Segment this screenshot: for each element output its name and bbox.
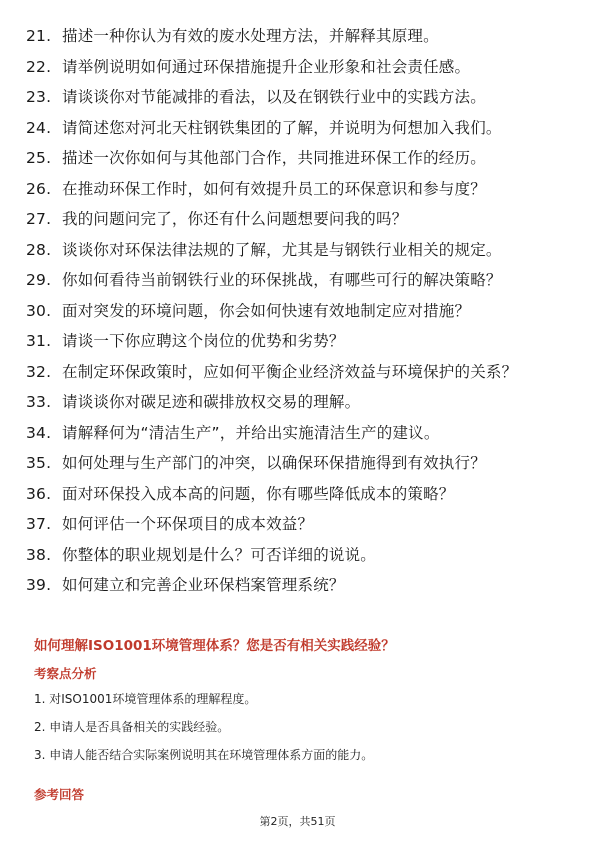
question-number: 25. <box>26 149 52 167</box>
question-number: 27. <box>26 210 52 228</box>
list-item <box>0 512 595 537</box>
page-footer: 第2页，共51页 <box>259 815 336 828</box>
question-text: 请谈一下你应聘这个岗位的优势和劣势？ <box>62 332 345 350</box>
question-text: 如何处理与生产部门的冲突，以确保环保措施得到有效执行？ <box>62 454 486 472</box>
question-text: 描述一次你如何与其他部门合作，共同推进环保工作的经历。 <box>62 149 486 167</box>
analysis-title: 考察点分析 <box>34 666 97 681</box>
question-text: 面对突发的环境问题，你会如何快速有效地制定应对措施？ <box>62 301 471 320</box>
question-text: 请简述您对河北天柱钢铁集团的了解，并说明为何想加入我们。 <box>62 118 502 137</box>
question-text: 你整体的职业规划是什么？可否详细的说说。 <box>62 545 377 564</box>
list-item <box>0 85 595 110</box>
question-number: 22. <box>26 57 52 76</box>
list-item <box>0 268 595 293</box>
analysis-point: 2. 申请人是否具备相关的实践经验。 <box>34 720 230 734</box>
question-number: 31. <box>26 332 52 350</box>
section-title: 如何理解ISO1001环境管理体系？您是否有相关实践经验？ <box>34 638 395 654</box>
question-number: 28. <box>26 240 52 259</box>
question-text: 请举例说明如何通过环保措施提升企业形象和社会责任感。 <box>62 57 471 76</box>
question-text: 你如何看待当前钢铁行业的环保挑战，有哪些可行的解决策略？ <box>62 271 502 289</box>
question-number: 33. <box>26 393 52 411</box>
question-number: 38. <box>26 545 52 564</box>
question-text: 请谈谈你对节能减排的看法，以及在钢铁行业中的实践方法。 <box>62 88 486 106</box>
list-item <box>0 207 595 232</box>
question-text: 谈谈你对环保法律法规的了解，尤其是与钢铁行业相关的规定。 <box>62 240 502 259</box>
question-number: 35. <box>26 454 52 472</box>
list-item <box>0 451 595 476</box>
question-text: 描述一种你认为有效的废水处理方法，并解释其原理。 <box>62 27 439 45</box>
list-item <box>0 116 595 141</box>
featured-question-section <box>34 636 574 775</box>
list-item <box>0 329 595 354</box>
analysis-point: 3. 申请人能否结合实际案例说明其在环境管理体系方面的能力。 <box>34 748 374 762</box>
question-text: 请谈谈你对碳足迹和碳排放权交易的理解。 <box>62 393 361 411</box>
analysis-point: 1. 对ISO1001环境管理体系的理解程度。 <box>34 692 257 706</box>
question-number: 32. <box>26 362 52 381</box>
list-item <box>0 146 595 171</box>
question-text: 面对环保投入成本高的问题，你有哪些降低成本的策略？ <box>62 484 455 503</box>
question-number: 36. <box>26 484 52 503</box>
question-number: 37. <box>26 515 52 533</box>
list-item <box>0 482 595 507</box>
question-number: 29. <box>26 271 52 289</box>
question-text: 如何评估一个环保项目的成本效益？ <box>62 515 314 533</box>
question-text: 在推动环保工作时，如何有效提升员工的环保意识和参与度？ <box>62 179 486 198</box>
question-number: 39. <box>26 576 52 594</box>
list-item <box>0 543 595 568</box>
list-item <box>0 299 595 324</box>
question-text: 如何建立和完善企业环保档案管理系统？ <box>62 576 345 594</box>
list-item <box>0 177 595 202</box>
list-item <box>0 573 595 598</box>
question-text: 请解释何为“清洁生产”，并给出实施清洁生产的建议。 <box>62 423 440 442</box>
question-number: 23. <box>26 88 52 106</box>
list-item <box>0 55 595 80</box>
question-number: 30. <box>26 301 52 320</box>
list-item <box>0 360 595 385</box>
question-number: 21. <box>26 27 52 45</box>
question-list <box>0 24 595 604</box>
question-text: 我的问题问完了，你还有什么问题想要问我的吗？ <box>62 210 408 228</box>
list-item <box>0 421 595 446</box>
question-number: 26. <box>26 179 52 198</box>
list-item <box>0 24 595 49</box>
question-number: 34. <box>26 423 52 442</box>
reference-answer-title: 参考回答 <box>34 787 85 802</box>
list-item <box>0 390 595 415</box>
question-text: 在制定环保政策时，应如何平衡企业经济效益与环境保护的关系？ <box>62 362 518 381</box>
list-item <box>0 238 595 263</box>
question-number: 24. <box>26 118 52 137</box>
